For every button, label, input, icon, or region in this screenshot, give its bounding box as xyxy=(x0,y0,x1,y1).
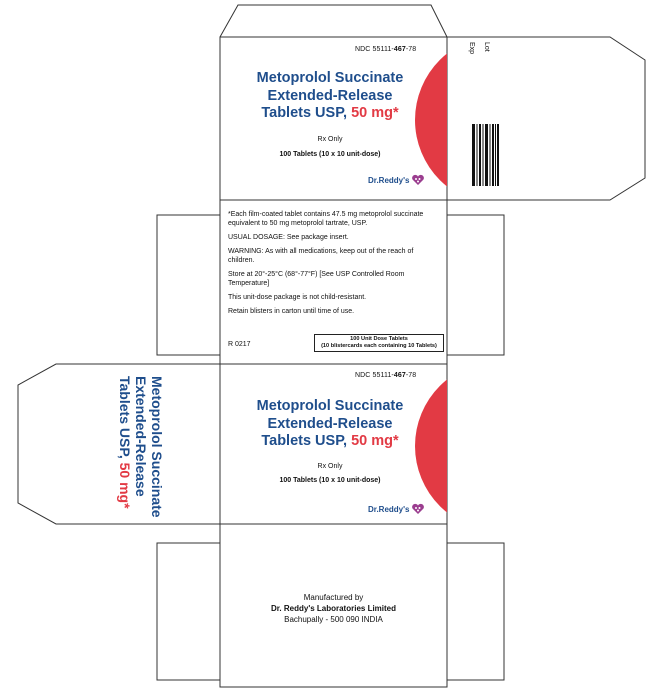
dosage-text: USUAL DOSAGE: See package insert. xyxy=(228,234,349,241)
ndc-bold: 467 xyxy=(393,372,406,379)
brand-logo-top xyxy=(368,174,425,186)
title-line-1: Metoprolol Succinate xyxy=(256,398,404,414)
ndc-prefix: NDC 55111- xyxy=(355,372,394,379)
ndc-suffix: -78 xyxy=(405,46,417,53)
side-panel-title xyxy=(117,376,165,518)
footnote-text: *Each film-coated tablet contains 47.5 mg metoprolol succinate equivalent to 50 mg metoprolol tartrate, USP. xyxy=(228,211,424,227)
rx-only-bottom: Rx Only xyxy=(317,463,343,470)
manufacturer-block xyxy=(230,592,437,625)
title-line-3-main: Tablets USP, xyxy=(261,433,348,449)
tablet-count-bottom: 100 Tablets (10 x 10 unit-dose) xyxy=(279,477,381,484)
brand-logo-bottom xyxy=(368,503,425,515)
product-title-top xyxy=(230,70,430,123)
title-line-3 xyxy=(230,105,430,123)
unit-dose-line-1: 100 Unit Dose Tablets xyxy=(350,336,408,342)
title-line-3 xyxy=(230,433,430,451)
side-title-line-2: Extended-Release xyxy=(133,376,149,497)
brand-name: Dr.Reddy's xyxy=(368,504,410,514)
title-line-3-main: Tablets USP, xyxy=(261,105,348,121)
brand-name: Dr.Reddy's xyxy=(368,175,410,185)
barcode xyxy=(472,124,499,186)
ndc-prefix: NDC 55111- xyxy=(355,46,394,53)
manufacturer-name: Dr. Reddy's Laboratories Limited xyxy=(270,604,397,613)
unit-dose-line-2: (10 blistercards each containing 10 Tablets) xyxy=(321,343,437,349)
title-line-2: Extended-Release xyxy=(267,415,393,432)
info-panel-text xyxy=(228,210,440,321)
unit-dose-box xyxy=(314,334,444,352)
red-arc-top xyxy=(415,35,585,205)
red-arc-bottom xyxy=(415,361,585,531)
product-title-bottom xyxy=(230,398,430,451)
child-resistant-text: This unit-dose package is not child-resistant. xyxy=(228,294,367,301)
rx-only-top: Rx Only xyxy=(317,136,343,143)
tablet-count-top: 100 Tablets (10 x 10 unit-dose) xyxy=(279,151,381,158)
ndc-bold: 467 xyxy=(393,46,406,53)
ndc-number-bottom xyxy=(355,372,445,379)
title-line-2: Extended-Release xyxy=(267,87,393,104)
exp-label: Exp xyxy=(468,42,475,55)
side-title-line-3-main: Tablets USP, xyxy=(117,376,133,459)
side-title-line-3 xyxy=(117,376,133,518)
manufactured-by: Manufactured by xyxy=(303,593,364,602)
warning-text: WARNING: As with all medications, keep out of the reach of children. xyxy=(228,248,414,264)
logo-mark-icon xyxy=(411,503,425,515)
title-strength: 50 mg* xyxy=(351,433,399,449)
ndc-suffix: -78 xyxy=(405,372,417,379)
storage-text: Store at 20°-25°C (68°-77°F) [See USP Controlled Room Temperature] xyxy=(228,271,405,287)
lot-label: Lot xyxy=(483,42,490,52)
title-line-1: Metoprolol Succinate xyxy=(256,70,404,86)
revision-code: R 0217 xyxy=(228,341,251,348)
side-title-line-1: Metoprolol Succinate xyxy=(149,376,165,518)
logo-mark-icon xyxy=(411,174,425,186)
ndc-number-top xyxy=(355,46,445,53)
manufacturer-address: Bachupally - 500 090 INDIA xyxy=(284,615,383,624)
retain-text: Retain blisters in carton until time of use. xyxy=(228,308,355,315)
title-strength: 50 mg* xyxy=(351,105,399,121)
side-title-strength: 50 mg* xyxy=(117,462,133,509)
